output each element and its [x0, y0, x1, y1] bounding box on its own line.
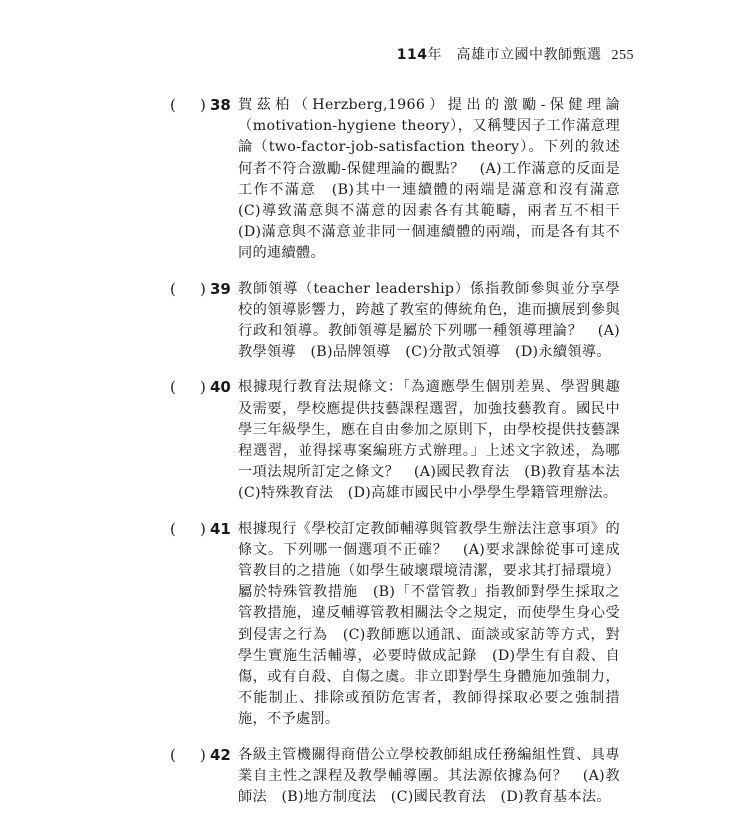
answer-paren-close: ) — [200, 519, 206, 538]
question-41 — [170, 519, 620, 731]
header-title: 年 高雄市立國中教師甄選 — [427, 47, 602, 63]
answer-paren-open: ( — [170, 745, 176, 764]
question-40 — [170, 377, 635, 504]
answer-paren-open: ( — [170, 519, 176, 538]
question-list — [170, 95, 635, 822]
question-text: 各級主管機關得商借公立學校教師組成任務編組性質、具專業自主性之課程及教學輔導團。其法源依據為何？ (A)教師法 (B)地方制度法 (C)國民教育法 (D)教育基本法。 — [238, 746, 620, 806]
question-number: 38 — [210, 96, 231, 114]
answer-paren-close: ) — [200, 279, 206, 298]
answer-paren-close: ) — [200, 745, 206, 764]
page-number: 255 — [611, 48, 634, 63]
answer-paren-open: ( — [170, 378, 176, 397]
question-text: 根據現行《學校訂定教師輔導與管教學生辦法注意事項》的條文。下列哪一個選項不正確？ (A)要求課餘從事可達成管教目的之措施（如學生破壞環境清潔，要求其打掃環境）屬於特殊管教措施 (B)「不當管教」指教師對學生採取之管教措施，違反輔導管教相關法令之規定，而使學生身心受到侵害之行為 (C)教師應以通訊、面談或家訪等方式，對學生實施生活輔導，必要時做成記錄 (D)學生有自殺、自傷，或有自殺、自傷之虞。非立即對學生身體施加強制力，不能制止、排除或預防危害者，教師得採取必要之強制措施，不予處罰。 — [238, 520, 620, 728]
question-text: 賀茲柏（Herzberg,1966）提出的激勵-保健理論（motivation-hygiene theory），又稱雙因子工作滿意理論（two-factor-job-satisfaction theory）。下列的敘述何者不符合激勵-保健理論的觀點？ (A)工作滿意的反面是工作不滿意 (B)其中一連續體的兩端是滿意和沒有滿意 (C)導致滿意與不滿意的因素各有其範疇，兩者互不相干 (D)滿意與不滿意並非同一個連續體的兩端，而是各有其不同的連續體。 — [238, 97, 635, 262]
question-text: 根據現行教育法規條文：「為適應學生個別差異、學習興趣及需要，學校應提供技藝課程選習，加強技藝教育。國民中學三年級學生，應在自由參加之原則下，由學校提供技藝課程選習，並得採專案編班方式辦理。」上述文字敘述，為哪一項法規所訂定之條文？ (A)國民教育法 (B)教育基本法 (C)特殊教育法 (D)高雄市國民中小學學生學籍管理辦法。 — [238, 379, 635, 502]
question-number: 39 — [210, 279, 231, 298]
answer-paren-open: ( — [170, 96, 176, 114]
answer-paren-close: ) — [200, 96, 206, 114]
answer-paren-close: ) — [200, 378, 206, 397]
question-text: 教師領導（teacher leadership）係指教師參與並分享學校的領導影響力，跨越了教室的傳統角色，進而擴展到參與行政和領導。教師領導是屬於下列哪一種領導理論？ (A)教學領導 (B)品牌領導 (C)分散式領導 (D)永續領導。 — [238, 280, 620, 361]
question-38 — [170, 95, 635, 265]
header-year: 114 — [396, 47, 428, 63]
answer-paren-open: ( — [170, 279, 176, 298]
page-header — [397, 44, 634, 64]
question-number: 40 — [210, 378, 231, 397]
question-number: 41 — [210, 519, 231, 538]
question-39 — [170, 279, 620, 364]
question-42 — [170, 745, 620, 809]
question-number: 42 — [210, 745, 231, 764]
